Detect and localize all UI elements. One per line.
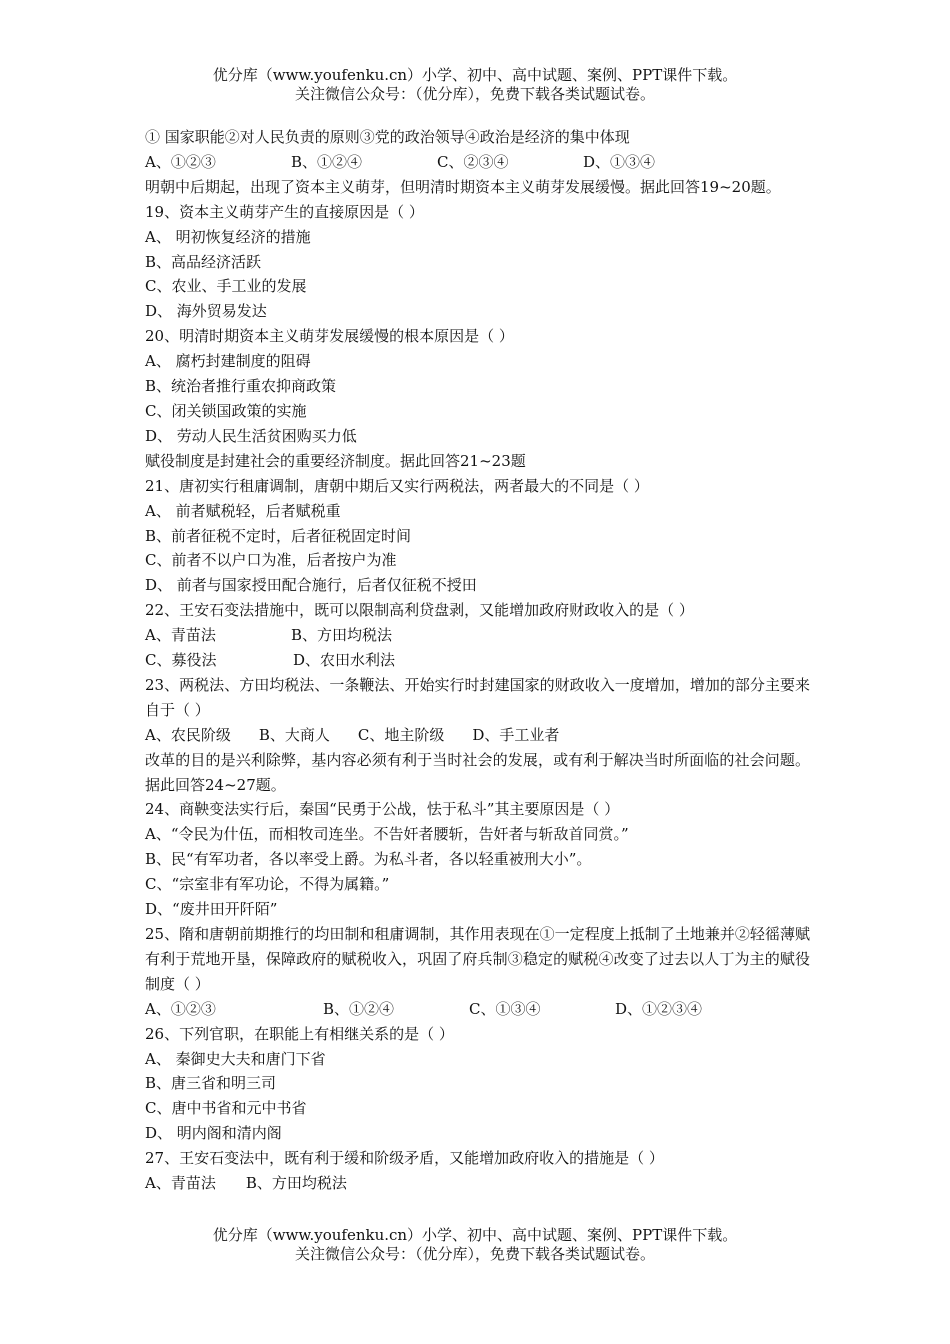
q26-option-c: C、唐中书省和元中书省	[145, 1099, 307, 1118]
q18-option-a: A、①②③	[145, 152, 216, 171]
q23-stem: 23、两税法、方田均税法、一条鞭法、开始实行时封建国家的财政收入一度增加，增加的部分主要来自于（ ）	[145, 675, 810, 719]
header-line-1: 优分库（www.youfenku.cn）小学、初中、高中试题、案例、PPT课件下载。	[212, 66, 738, 84]
q19-option-b: B、高品经济活跃	[145, 252, 262, 271]
q18-options	[145, 150, 810, 175]
q26-option-b: B、唐三省和明三司	[145, 1074, 277, 1093]
q21-option-a: A、 前者赋税轻，后者赋税重	[145, 501, 341, 520]
q23-option-c: C、地主阶级	[357, 725, 445, 744]
q25-option-c: C、①③④	[469, 999, 541, 1018]
q22-option-a: A、青苗法	[145, 626, 216, 645]
q19-option-d: D、 海外贸易发达	[145, 302, 267, 321]
intro-21-23: 赋役制度是封建社会的重要经济制度。据此回答21~23题	[145, 451, 526, 470]
q23-option-d: D、手工业者	[472, 725, 560, 744]
q21-option-b: B、前者征税不定时，后者征税固定时间	[145, 526, 412, 545]
q24-stem: 24、商鞅变法实行后，秦国“民勇于公战，怯于私斗”其主要原因是（ ）	[145, 800, 620, 819]
q21-option-c: C、前者不以户口为准，后者按户为准	[145, 551, 397, 570]
q22-option-d: D、农田水利法	[293, 651, 396, 670]
q25-option-d: D、①②③④	[615, 999, 703, 1018]
q26-stem: 26、下列官职，在职能上有相继关系的是（ ）	[145, 1024, 454, 1043]
q19-option-c: C、农业、手工业的发展	[145, 277, 307, 296]
q22-options-row-1	[145, 623, 810, 648]
q26-option-a: A、 秦御史大夫和唐门下省	[145, 1049, 326, 1068]
q18-stem: ① 国家职能②对人民负责的原则③党的政治领导④政治是经济的集中体现	[145, 128, 630, 146]
q22-stem: 22、王安石变法措施中，既可以限制高利贷盘剥，又能增加政府财政收入的是（ ）	[145, 601, 694, 620]
q25-option-a: A、①②③	[145, 999, 216, 1018]
q24-option-c: C、“宗室非有军功论，不得为属籍。”	[145, 875, 390, 894]
q22-options-row-2	[145, 648, 810, 673]
q21-stem: 21、唐初实行租庸调制，唐朝中期后又实行两税法，两者最大的不同是（ ）	[145, 476, 649, 495]
document-body	[145, 125, 810, 1196]
page-header	[0, 66, 950, 104]
footer-line-1: 优分库（www.youfenku.cn）小学、初中、高中试题、案例、PPT课件下载。	[212, 1226, 738, 1244]
q19-option-a: A、 明初恢复经济的措施	[145, 227, 311, 246]
q20-option-b: B、统治者推行重农抑商政策	[145, 377, 337, 396]
q27-option-a: A、青苗法	[145, 1174, 216, 1193]
q20-option-a: A、 腐朽封建制度的阻碍	[145, 352, 311, 371]
q18-option-d: D、①③④	[583, 152, 656, 171]
q23-options	[145, 723, 810, 748]
intro-19-20: 明朝中后期起，出现了资本主义萌芽，但明清时期资本主义萌芽发展缓慢。据此回答19~20题。	[145, 177, 781, 196]
q23-option-a: A、农民阶级	[145, 725, 231, 744]
q25-stem: 25、隋和唐朝前期推行的均田制和租庸调制，其作用表现在①一定程度上抵制了土地兼并②轻徭薄赋有利于荒地开垦，保障政府的赋税收入，巩固了府兵制③稳定的赋税④改变了过去以人丁为主的赋役制度（ ）	[145, 925, 810, 993]
q20-option-c: C、闭关锁国政策的实施	[145, 401, 307, 420]
q24-option-b: B、民“有军功者，各以率受上爵。为私斗者，各以轻重被刑大小”。	[145, 850, 592, 869]
q26-option-d: D、 明内阁和清内阁	[145, 1124, 282, 1143]
q22-option-c: C、募役法	[145, 651, 217, 670]
q27-options	[145, 1171, 810, 1196]
q24-option-a: A、“令民为什伍，而相牧司连坐。不告奸者腰斩，告奸者与斩敌首同赏。”	[145, 825, 629, 844]
q22-option-b: B、方田均税法	[291, 626, 393, 645]
q18-option-c: C、②③④	[437, 152, 509, 171]
page-footer	[0, 1226, 950, 1264]
q18-option-b: B、①②④	[291, 152, 363, 171]
footer-line-2: 关注微信公众号：（优分库），免费下载各类试题试卷。	[294, 1245, 655, 1263]
q20-option-d: D、 劳动人民生活贫困购买力低	[145, 426, 357, 445]
q25-option-b: B、①②④	[323, 999, 395, 1018]
q19-stem: 19、资本主义萌芽产生的直接原因是（ ）	[145, 202, 424, 221]
q21-option-d: D、 前者与国家授田配合施行，后者仅征税不授田	[145, 576, 477, 595]
header-line-2: 关注微信公众号：（优分库），免费下载各类试题试卷。	[294, 85, 655, 103]
q24-option-d: D、“废井田开阡陌”	[145, 900, 278, 919]
intro-24-27: 改革的目的是兴利除弊，基内容必须有利于当时社会的发展，或有利于解决当时所面临的社会问题。据此回答24~27题。	[145, 750, 810, 794]
q23-option-b: B、大商人	[258, 725, 330, 744]
q27-option-b: B、方田均税法	[245, 1174, 347, 1193]
q25-options	[145, 997, 810, 1022]
q27-stem: 27、王安石变法中，既有利于缓和阶级矛盾，又能增加政府收入的措施是（ ）	[145, 1149, 664, 1168]
q20-stem: 20、明清时期资本主义萌芽发展缓慢的根本原因是（ ）	[145, 327, 514, 346]
